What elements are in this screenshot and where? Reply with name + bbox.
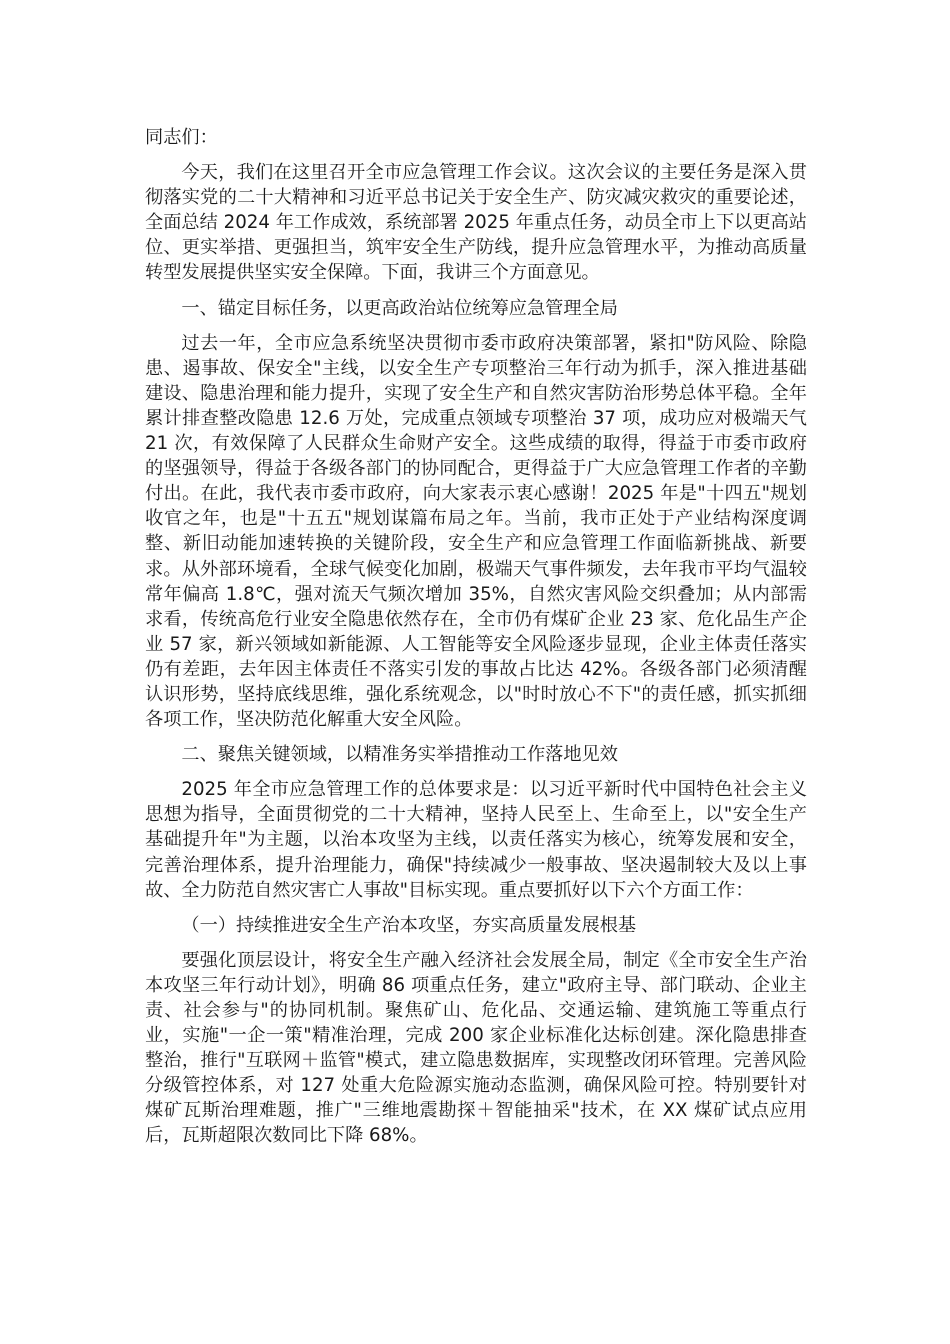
opening-paragraph: 今天，我们在这里召开全市应急管理工作会议。这次会议的主要任务是深入贯彻落实党的二十大精神和习近平总书记关于安全生产、防灾减灾救灾的重要论述，全面总结 2024 年工作成效，系统部署 2025 年重点任务，动员全市上下以更高站位、更实举措、更强担当，筑牢安全生产防线，提升应急管理水平，为推动高质量转型发展提供坚实安全保障。下面，我讲三个方面意见。 [145, 162, 807, 284]
subsection-heading-1: （一）持续推进安全生产治本攻坚，夯实高质量发展根基 [181, 914, 637, 936]
document-page [145, 125, 807, 1159]
body-paragraph: 过去一年，全市应急系统坚决贯彻市委市政府决策部署，紧扣"防风险、除隐患、遏事故、保安全"主线，以安全生产专项整治三年行动为抓手，深入推进基础建设、隐患治理和能力提升，实现了安全生产和自然灾害防治形势总体平稳。全年累计排查整改隐患 12.6 万处，完成重点领域专项整治 37 项，成功应对极端天气 21 次，有效保障了人民群众生命财产安全。这些成绩的取得，得益于市委市政府的坚强领导，得益于各级各部门的协同配合，更得益于广大应急管理工作者的辛勤付出。在此，我代表市委市政府，向大家表示衷心感谢！2025 年是"十四五"规划收官之年，也是"十五五"规划谋篇布局之年。当前，我市正处于产业结构深度调整、新旧动能加速转换的关键阶段，安全生产和应急管理工作面临新挑战、新要求。从外部环境看，全球气候变化加剧，极端天气事件频发，去年我市平均气温较常年偏高 1.8℃，强对流天气频次增加 35%，自然灾害风险交织叠加；从内部需求看，传统高危行业安全隐患依然存在，全市仍有煤矿企业 23 家、危化品生产企业 57 家，新兴领域如新能源、人工智能等安全风险逐步显现，企业主体责任落实仍有差距，去年因主体责任不落实引发的事故占比达 42%。各级各部门必须清醒认识形势，坚持底线思维，强化系统观念，以"时时放心不下"的责任感，抓实抓细各项工作，坚决防范化解重大安全风险。 [145, 332, 807, 731]
section-heading-2: 二、聚焦关键领域，以精准务实举措推动工作落地见效 [181, 744, 618, 766]
section-heading-1: 一、锚定目标任务，以更高政治站位统筹应急管理全局 [181, 297, 618, 319]
body-paragraph: 2025 年全市应急管理工作的总体要求是：以习近平新时代中国特色社会主义思想为指导，全面贯彻党的二十大精神，坚持人民至上、生命至上，以"安全生产基础提升年"为主题，以治本攻坚为主线，以责任落实为核心，统筹发展和安全，完善治理体系，提升治理能力，确保"持续减少一般事故、坚决遏制较大及以上事故、全力防范自然灾害亡人事故"目标实现。重点要抓好以下六个方面工作： [145, 779, 807, 901]
body-paragraph: 要强化顶层设计，将安全生产融入经济社会发展全局，制定《全市安全生产治本攻坚三年行动计划》，明确 86 项重点任务，建立"政府主导、部门联动、企业主责、社会参与"的协同机制。聚焦矿山、危化品、交通运输、建筑施工等重点行业，实施"一企一策"精准治理，完成 200 家企业标准化达标创建。深化隐患排查整治，推行"互联网＋监管"模式，建立隐患数据库，实现整改闭环管理。完善风险分级管控体系，对 127 处重大危险源实施动态监测，确保风险可控。特别要针对煤矿瓦斯治理难题，推广"三维地震勘探＋智能抽采"技术，在 XX 煤矿试点应用后，瓦斯超限次数同比下降 68%。 [145, 949, 807, 1147]
salutation: 同志们： [145, 127, 218, 148]
